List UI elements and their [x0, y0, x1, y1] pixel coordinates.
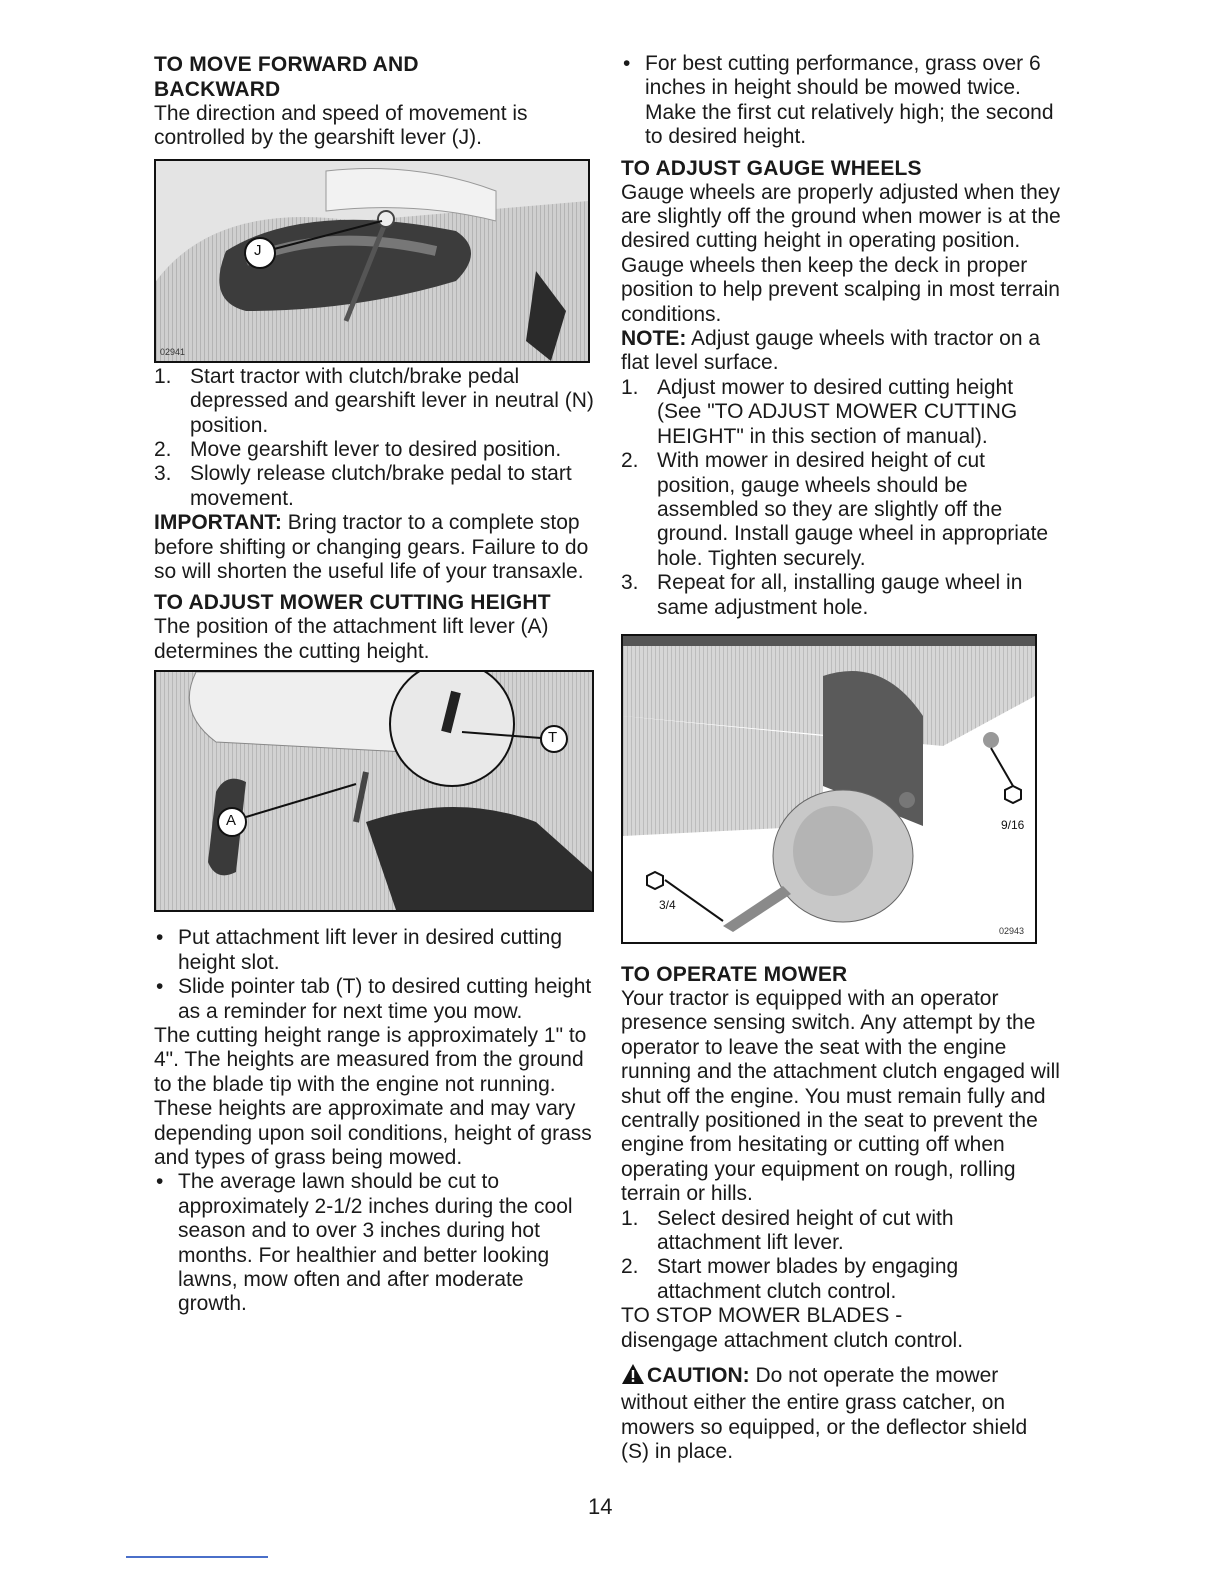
list-item: 3. Slowly release clutch/brake pedal to start movement. [154, 462, 572, 510]
list-item: 2. Start mower blades by engaging attachment clutch control. [621, 1255, 959, 1303]
callout-j-label: J [254, 241, 262, 259]
gauge-wheel-figure [621, 634, 1037, 944]
left-column [154, 52, 594, 1317]
gauge-wheels-intro-text: Gauge wheels are properly adjusted when they are slightly off the ground when mower is at the desired cutting height in operating position. Gauge wheels then keep the deck in proper position to help prevent scalping in most terrain conditions. [621, 180, 1061, 326]
bottom-divider-line [126, 1556, 268, 1558]
important-note: IMPORTANT: Bring tractor to a complete stop before shifting or changing gears. Failure to do so will shorten the useful life of your transaxle. [154, 511, 589, 584]
heading-operate-mower: TO OPERATE MOWER [621, 962, 848, 986]
heading-move-forward-backward: TO MOVE FORWARD AND BACKWARD [154, 53, 419, 101]
gearshift-lever-illustration [156, 161, 588, 361]
lawn-height-bullet [154, 1170, 594, 1316]
list-item: • Put attachment lift lever in desired cutting height slot. [156, 926, 563, 974]
gearshift-intro-text: The direction and speed of movement is controlled by the gearshift lever (J). [154, 102, 528, 150]
list-item: • For best cutting performance, grass over 6 inches in height should be mowed twice. Make the first cut relatively high; the second to desired height. [623, 52, 1054, 149]
figure-number: 02941 [160, 346, 186, 357]
list-item: 3. Repeat for all, installing gauge wheel in same adjustment hole. [621, 571, 1023, 619]
list-item: 2. With mower in desired height of cut position, gauge wheels should be assembled so they are slightly off the ground. Install gauge wheel in appropriate hole. Tighten securely. [621, 449, 1049, 570]
list-item: • The average lawn should be cut to approximately 2-1/2 inches during the cool season and to over 3 inches during hot months. For healthier and better looking lawns, mow often and after moderate growth. [156, 1170, 573, 1316]
cutting-height-range-text: The cutting height range is approximately 1" to 4". The heights are measured from the ground to the blade tip with the engine not running. These heights are approximate and may vary depending upon soil conditions, height of grass and types of grass being mowed. [154, 1023, 592, 1169]
heading-adjust-gauge-wheels: TO ADJUST GAUGE WHEELS [621, 156, 922, 180]
callout-t-label: T [548, 729, 558, 747]
cutting-height-intro-text: The position of the attachment lift lever (A) determines the cutting height. [154, 615, 549, 663]
cutting-performance-bullet [621, 52, 1061, 150]
gauge-wheels-note: NOTE: Adjust gauge wheels with tractor on a flat level surface. [621, 327, 1041, 375]
list-item: 2. Move gearshift lever to desired position. [154, 438, 562, 462]
lift-lever-illustration [156, 672, 592, 910]
gauge-wheel-illustration [623, 636, 1035, 942]
caution-notice: CAUTION: Do not operate the mower without either the entire grass catcher, on mowers so equipped, or the deflector shield (S) in place. [621, 1364, 1028, 1464]
list-item: • Slide pointer tab (T) to desired cutting height as a reminder for next time you mow. [156, 975, 592, 1023]
heading-adjust-cutting-height: TO ADJUST MOWER CUTTING HEIGHT [154, 591, 551, 615]
list-item: 1. Start tractor with clutch/brake pedal depressed and gearshift lever in neutral (N) position. [154, 364, 594, 437]
figure-number: 02943 [999, 925, 1025, 936]
movement-steps-list [154, 365, 594, 511]
wrench-size-916-label: 9/16 [1001, 817, 1025, 832]
warning-triangle-icon [621, 1363, 645, 1391]
list-item: 1. Adjust mower to desired cutting height (See "TO ADJUST MOWER CUTTING HEIGHT" in this section of manual). [621, 375, 1018, 448]
lift-lever-bullets [154, 926, 594, 1024]
operate-mower-text: Your tractor is equipped with an operator presence sensing switch. Any attempt by the operator to leave the seat with the engine running and the attachment clutch engaged will shut off the engine. You must remain fully and centrally positioned in the seat to prevent the engine from hesitating or cutting off when operating your equipment on rough, rolling terrain or hills. [621, 986, 1060, 1206]
lift-lever-figure [154, 670, 594, 912]
page-number: 14 [588, 1494, 613, 1519]
callout-a-label: A [226, 812, 237, 830]
right-column [621, 52, 1061, 1465]
stop-blades-instruction: TO STOP MOWER BLADES - disengage attachment clutch control. [621, 1304, 964, 1352]
gearshift-lever-figure [154, 159, 590, 363]
gauge-wheel-steps-list [621, 376, 1061, 620]
list-item: 1. Select desired height of cut with attachment lift lever. [621, 1206, 954, 1254]
operate-steps-list [621, 1207, 1061, 1305]
wrench-size-34-label: 3/4 [659, 897, 676, 912]
